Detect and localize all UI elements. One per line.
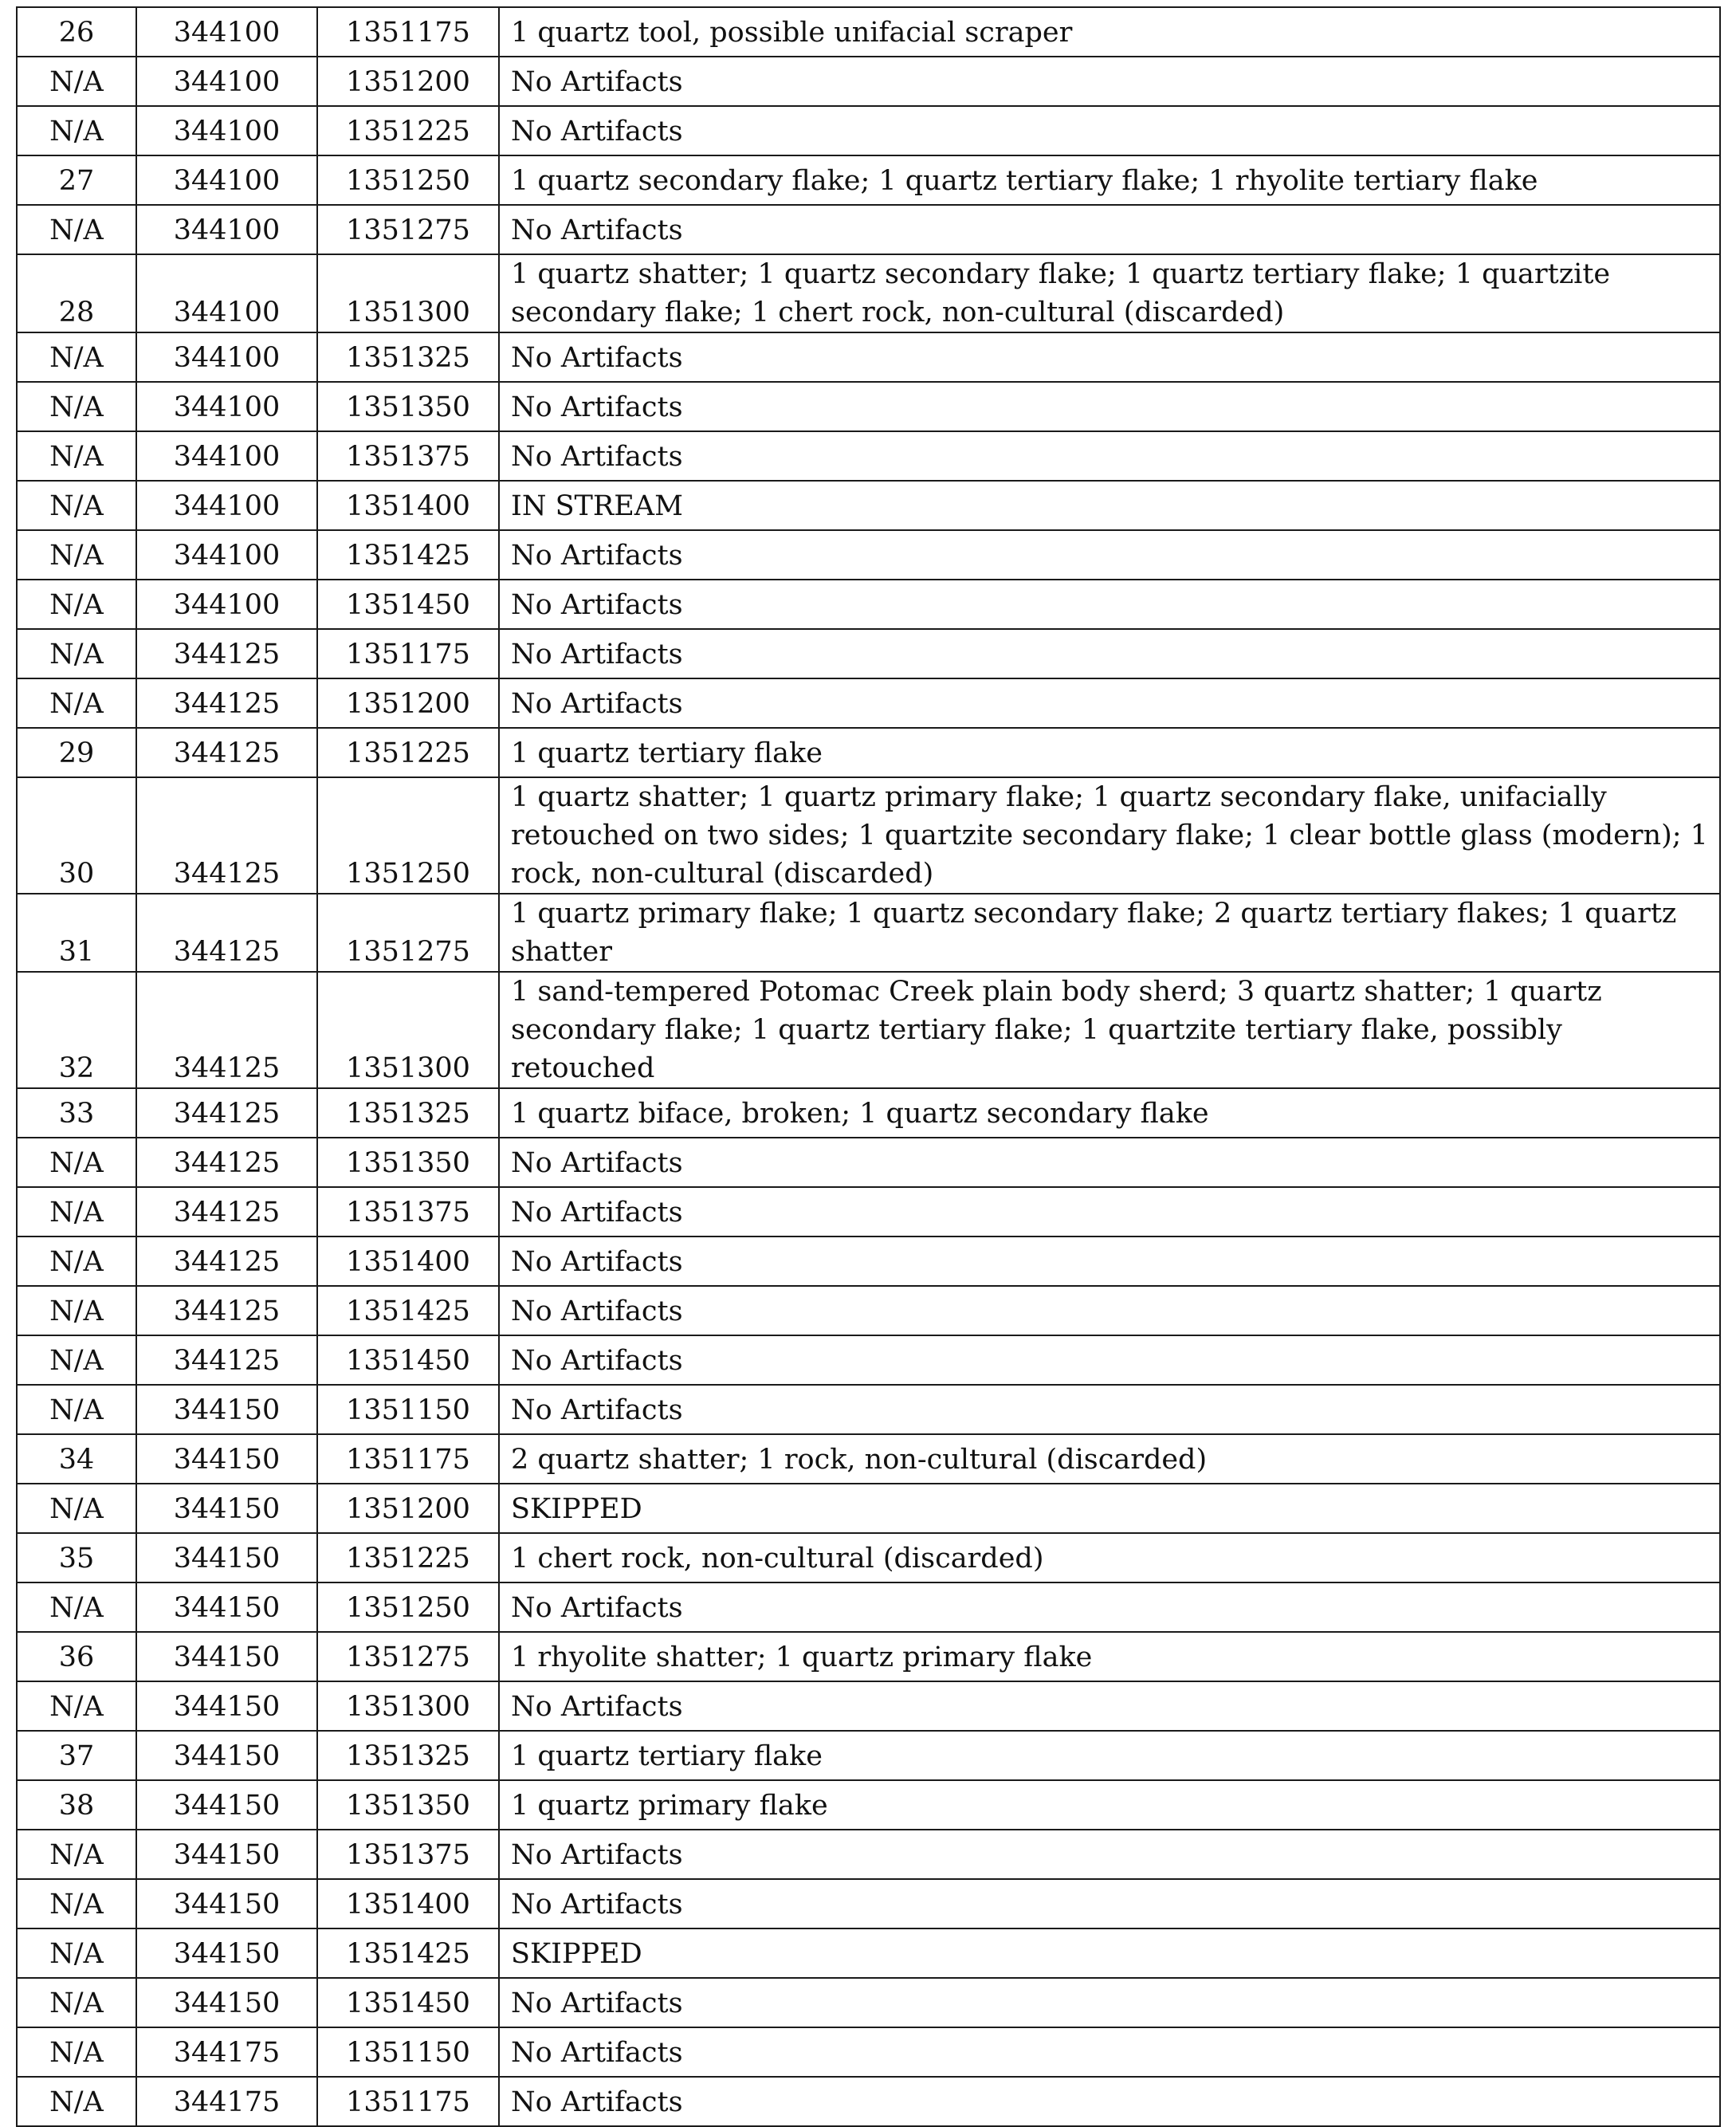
table-row	[17, 431, 1720, 481]
table-row	[17, 155, 1720, 205]
description-cell: 1 quartz tool, possible unifacial scraper	[499, 7, 1720, 57]
table-row	[17, 1335, 1720, 1385]
table-row	[17, 1286, 1720, 1335]
easting-cell: 344100	[136, 205, 317, 254]
stp-number-cell: 35	[17, 1533, 136, 1582]
easting-cell: 344125	[136, 1286, 317, 1335]
table-row	[17, 1236, 1720, 1286]
northing-cell: 1351350	[317, 1780, 499, 1830]
northing-cell: 1351375	[317, 431, 499, 481]
easting-cell: 344100	[136, 431, 317, 481]
table-row	[17, 1731, 1720, 1780]
stp-number-cell: 32	[17, 972, 136, 1088]
easting-cell: 344125	[136, 894, 317, 972]
table-row	[17, 580, 1720, 629]
stp-number-cell: N/A	[17, 481, 136, 530]
stp-number-cell: 26	[17, 7, 136, 57]
stp-number-cell: 28	[17, 254, 136, 332]
northing-cell: 1351175	[317, 1434, 499, 1484]
northing-cell: 1351275	[317, 205, 499, 254]
easting-cell: 344175	[136, 2077, 317, 2126]
northing-cell: 1351450	[317, 1978, 499, 2027]
northing-cell: 1351300	[317, 972, 499, 1088]
description-cell: No Artifacts	[499, 431, 1720, 481]
table-row	[17, 894, 1720, 972]
stp-number-cell: N/A	[17, 530, 136, 580]
description-cell: No Artifacts	[499, 1830, 1720, 1879]
easting-cell: 344125	[136, 1236, 317, 1286]
table-row	[17, 332, 1720, 382]
description-cell: No Artifacts	[499, 1187, 1720, 1236]
easting-cell: 344100	[136, 254, 317, 332]
table-row	[17, 530, 1720, 580]
description-cell: IN STREAM	[499, 481, 1720, 530]
northing-cell: 1351175	[317, 2077, 499, 2126]
description-cell: 1 sand-tempered Potomac Creek plain body sherd; 3 quartz shatter; 1 quartz secondary flake; 1 quartz tertiary flake; 1 quartzite tertiary flake, possibly retouched	[499, 972, 1720, 1088]
table-row	[17, 2077, 1720, 2126]
table-row	[17, 1385, 1720, 1434]
stp-number-cell: N/A	[17, 1484, 136, 1533]
stp-number-cell: N/A	[17, 205, 136, 254]
easting-cell: 344125	[136, 1138, 317, 1187]
northing-cell: 1351225	[317, 106, 499, 155]
stp-number-cell: N/A	[17, 1236, 136, 1286]
table-row	[17, 1978, 1720, 2027]
easting-cell: 344100	[136, 106, 317, 155]
northing-cell: 1351425	[317, 1928, 499, 1978]
table-row	[17, 728, 1720, 777]
easting-cell: 344150	[136, 1484, 317, 1533]
northing-cell: 1351300	[317, 254, 499, 332]
description-cell: 1 rhyolite shatter; 1 quartz primary flake	[499, 1632, 1720, 1681]
table-row	[17, 1533, 1720, 1582]
northing-cell: 1351250	[317, 155, 499, 205]
description-cell: No Artifacts	[499, 205, 1720, 254]
table-row	[17, 777, 1720, 894]
northing-cell: 1351375	[317, 1830, 499, 1879]
stp-number-cell: 31	[17, 894, 136, 972]
description-cell: 1 chert rock, non-cultural (discarded)	[499, 1533, 1720, 1582]
easting-cell: 344100	[136, 481, 317, 530]
easting-cell: 344150	[136, 1731, 317, 1780]
description-cell: No Artifacts	[499, 1681, 1720, 1731]
stp-number-cell: 36	[17, 1632, 136, 1681]
stp-number-cell: N/A	[17, 2077, 136, 2126]
description-cell: No Artifacts	[499, 678, 1720, 728]
description-cell: No Artifacts	[499, 1236, 1720, 1286]
stp-number-cell: N/A	[17, 1335, 136, 1385]
easting-cell: 344100	[136, 155, 317, 205]
table-row	[17, 1582, 1720, 1632]
table-row	[17, 1681, 1720, 1731]
stp-number-cell: N/A	[17, 1830, 136, 1879]
table-row	[17, 254, 1720, 332]
table-row	[17, 1187, 1720, 1236]
northing-cell: 1351150	[317, 1385, 499, 1434]
stp-number-cell: N/A	[17, 382, 136, 431]
table-row	[17, 57, 1720, 106]
description-cell: 1 quartz secondary flake; 1 quartz tertiary flake; 1 rhyolite tertiary flake	[499, 155, 1720, 205]
easting-cell: 344100	[136, 57, 317, 106]
stp-number-cell: 37	[17, 1731, 136, 1780]
table-row	[17, 1632, 1720, 1681]
stp-number-cell: 27	[17, 155, 136, 205]
stp-number-cell: N/A	[17, 106, 136, 155]
table-row	[17, 1928, 1720, 1978]
stp-number-cell: N/A	[17, 1286, 136, 1335]
description-cell: No Artifacts	[499, 106, 1720, 155]
stp-number-cell: N/A	[17, 1681, 136, 1731]
easting-cell: 344150	[136, 1434, 317, 1484]
northing-cell: 1351325	[317, 1088, 499, 1138]
easting-cell: 344100	[136, 530, 317, 580]
northing-cell: 1351250	[317, 1582, 499, 1632]
northing-cell: 1351325	[317, 1731, 499, 1780]
easting-cell: 344125	[136, 629, 317, 678]
stp-number-cell: N/A	[17, 1582, 136, 1632]
northing-cell: 1351300	[317, 1681, 499, 1731]
table-row	[17, 205, 1720, 254]
description-cell: SKIPPED	[499, 1928, 1720, 1978]
table-row	[17, 481, 1720, 530]
easting-cell: 344150	[136, 1928, 317, 1978]
easting-cell: 344150	[136, 1632, 317, 1681]
easting-cell: 344125	[136, 777, 317, 894]
easting-cell: 344150	[136, 1978, 317, 2027]
easting-cell: 344125	[136, 1088, 317, 1138]
stp-number-cell: N/A	[17, 629, 136, 678]
stp-number-cell: 30	[17, 777, 136, 894]
easting-cell: 344125	[136, 678, 317, 728]
table-row	[17, 1830, 1720, 1879]
northing-cell: 1351200	[317, 678, 499, 728]
northing-cell: 1351175	[317, 629, 499, 678]
table-row	[17, 1780, 1720, 1830]
description-cell: 1 quartz shatter; 1 quartz secondary flake; 1 quartz tertiary flake; 1 quartzite secondary flake; 1 chert rock, non-cultural (discarded)	[499, 254, 1720, 332]
description-cell: 2 quartz shatter; 1 rock, non-cultural (discarded)	[499, 1434, 1720, 1484]
table-row	[17, 629, 1720, 678]
easting-cell: 344150	[136, 1533, 317, 1582]
stp-number-cell: 34	[17, 1434, 136, 1484]
table-row	[17, 7, 1720, 57]
stp-number-cell: N/A	[17, 332, 136, 382]
description-cell: No Artifacts	[499, 1879, 1720, 1928]
easting-cell: 344150	[136, 1879, 317, 1928]
stp-number-cell: N/A	[17, 1187, 136, 1236]
description-cell: No Artifacts	[499, 1335, 1720, 1385]
description-cell: No Artifacts	[499, 2027, 1720, 2077]
northing-cell: 1351425	[317, 1286, 499, 1335]
northing-cell: 1351375	[317, 1187, 499, 1236]
northing-cell: 1351400	[317, 481, 499, 530]
description-cell: No Artifacts	[499, 2077, 1720, 2126]
stp-number-cell: 33	[17, 1088, 136, 1138]
stp-number-cell: N/A	[17, 678, 136, 728]
easting-cell: 344125	[136, 1187, 317, 1236]
stp-number-cell: 38	[17, 1780, 136, 1830]
description-cell: 1 quartz primary flake	[499, 1780, 1720, 1830]
northing-cell: 1351350	[317, 1138, 499, 1187]
northing-cell: 1351450	[317, 580, 499, 629]
easting-cell: 344150	[136, 1830, 317, 1879]
description-cell: No Artifacts	[499, 580, 1720, 629]
northing-cell: 1351275	[317, 894, 499, 972]
stp-number-cell: N/A	[17, 431, 136, 481]
easting-cell: 344100	[136, 382, 317, 431]
stp-number-cell: N/A	[17, 580, 136, 629]
stp-number-cell: N/A	[17, 2027, 136, 2077]
description-cell: 1 quartz tertiary flake	[499, 728, 1720, 777]
table-row	[17, 2027, 1720, 2077]
description-cell: No Artifacts	[499, 1385, 1720, 1434]
description-cell: 1 quartz shatter; 1 quartz primary flake; 1 quartz secondary flake, unifacially retouched on two sides; 1 quartzite secondary flake; 1 clear bottle glass (modern); 1 rock, non-cultural (discarded)	[499, 777, 1720, 894]
northing-cell: 1351250	[317, 777, 499, 894]
description-cell: No Artifacts	[499, 629, 1720, 678]
description-cell: No Artifacts	[499, 1138, 1720, 1187]
easting-cell: 344125	[136, 728, 317, 777]
description-cell: No Artifacts	[499, 1286, 1720, 1335]
northing-cell: 1351175	[317, 7, 499, 57]
easting-cell: 344150	[136, 1385, 317, 1434]
description-cell: 1 quartz tertiary flake	[499, 1731, 1720, 1780]
table-row	[17, 1088, 1720, 1138]
easting-cell: 344125	[136, 972, 317, 1088]
stp-number-cell: 29	[17, 728, 136, 777]
easting-cell: 344125	[136, 1335, 317, 1385]
table-row	[17, 106, 1720, 155]
stp-number-cell: N/A	[17, 1385, 136, 1434]
table-row	[17, 382, 1720, 431]
easting-cell: 344100	[136, 7, 317, 57]
northing-cell: 1351400	[317, 1236, 499, 1286]
stp-number-cell: N/A	[17, 57, 136, 106]
northing-cell: 1351425	[317, 530, 499, 580]
easting-cell: 344100	[136, 580, 317, 629]
description-cell: No Artifacts	[499, 382, 1720, 431]
table-row	[17, 1138, 1720, 1187]
northing-cell: 1351225	[317, 728, 499, 777]
table-row	[17, 1434, 1720, 1484]
northing-cell: 1351400	[317, 1879, 499, 1928]
easting-cell: 344100	[136, 332, 317, 382]
description-cell: No Artifacts	[499, 1582, 1720, 1632]
northing-cell: 1351200	[317, 57, 499, 106]
table-row	[17, 972, 1720, 1088]
description-cell: 1 quartz biface, broken; 1 quartz secondary flake	[499, 1088, 1720, 1138]
description-cell: No Artifacts	[499, 57, 1720, 106]
table-row	[17, 1879, 1720, 1928]
table-row	[17, 678, 1720, 728]
northing-cell: 1351275	[317, 1632, 499, 1681]
easting-cell: 344150	[136, 1780, 317, 1830]
stp-number-cell: N/A	[17, 1928, 136, 1978]
stp-number-cell: N/A	[17, 1138, 136, 1187]
description-cell: No Artifacts	[499, 332, 1720, 382]
description-cell: 1 quartz primary flake; 1 quartz secondary flake; 2 quartz tertiary flakes; 1 quartz shatter	[499, 894, 1720, 972]
description-cell: No Artifacts	[499, 530, 1720, 580]
northing-cell: 1351200	[317, 1484, 499, 1533]
description-cell: No Artifacts	[499, 1978, 1720, 2027]
table-body	[17, 7, 1720, 2126]
northing-cell: 1351225	[317, 1533, 499, 1582]
northing-cell: 1351450	[317, 1335, 499, 1385]
table-row	[17, 1484, 1720, 1533]
description-cell: SKIPPED	[499, 1484, 1720, 1533]
easting-cell: 344175	[136, 2027, 317, 2077]
stp-number-cell: N/A	[17, 1978, 136, 2027]
easting-cell: 344150	[136, 1681, 317, 1731]
easting-cell: 344150	[136, 1582, 317, 1632]
northing-cell: 1351350	[317, 382, 499, 431]
artifact-table	[16, 6, 1721, 2127]
stp-number-cell: N/A	[17, 1879, 136, 1928]
northing-cell: 1351150	[317, 2027, 499, 2077]
northing-cell: 1351325	[317, 332, 499, 382]
